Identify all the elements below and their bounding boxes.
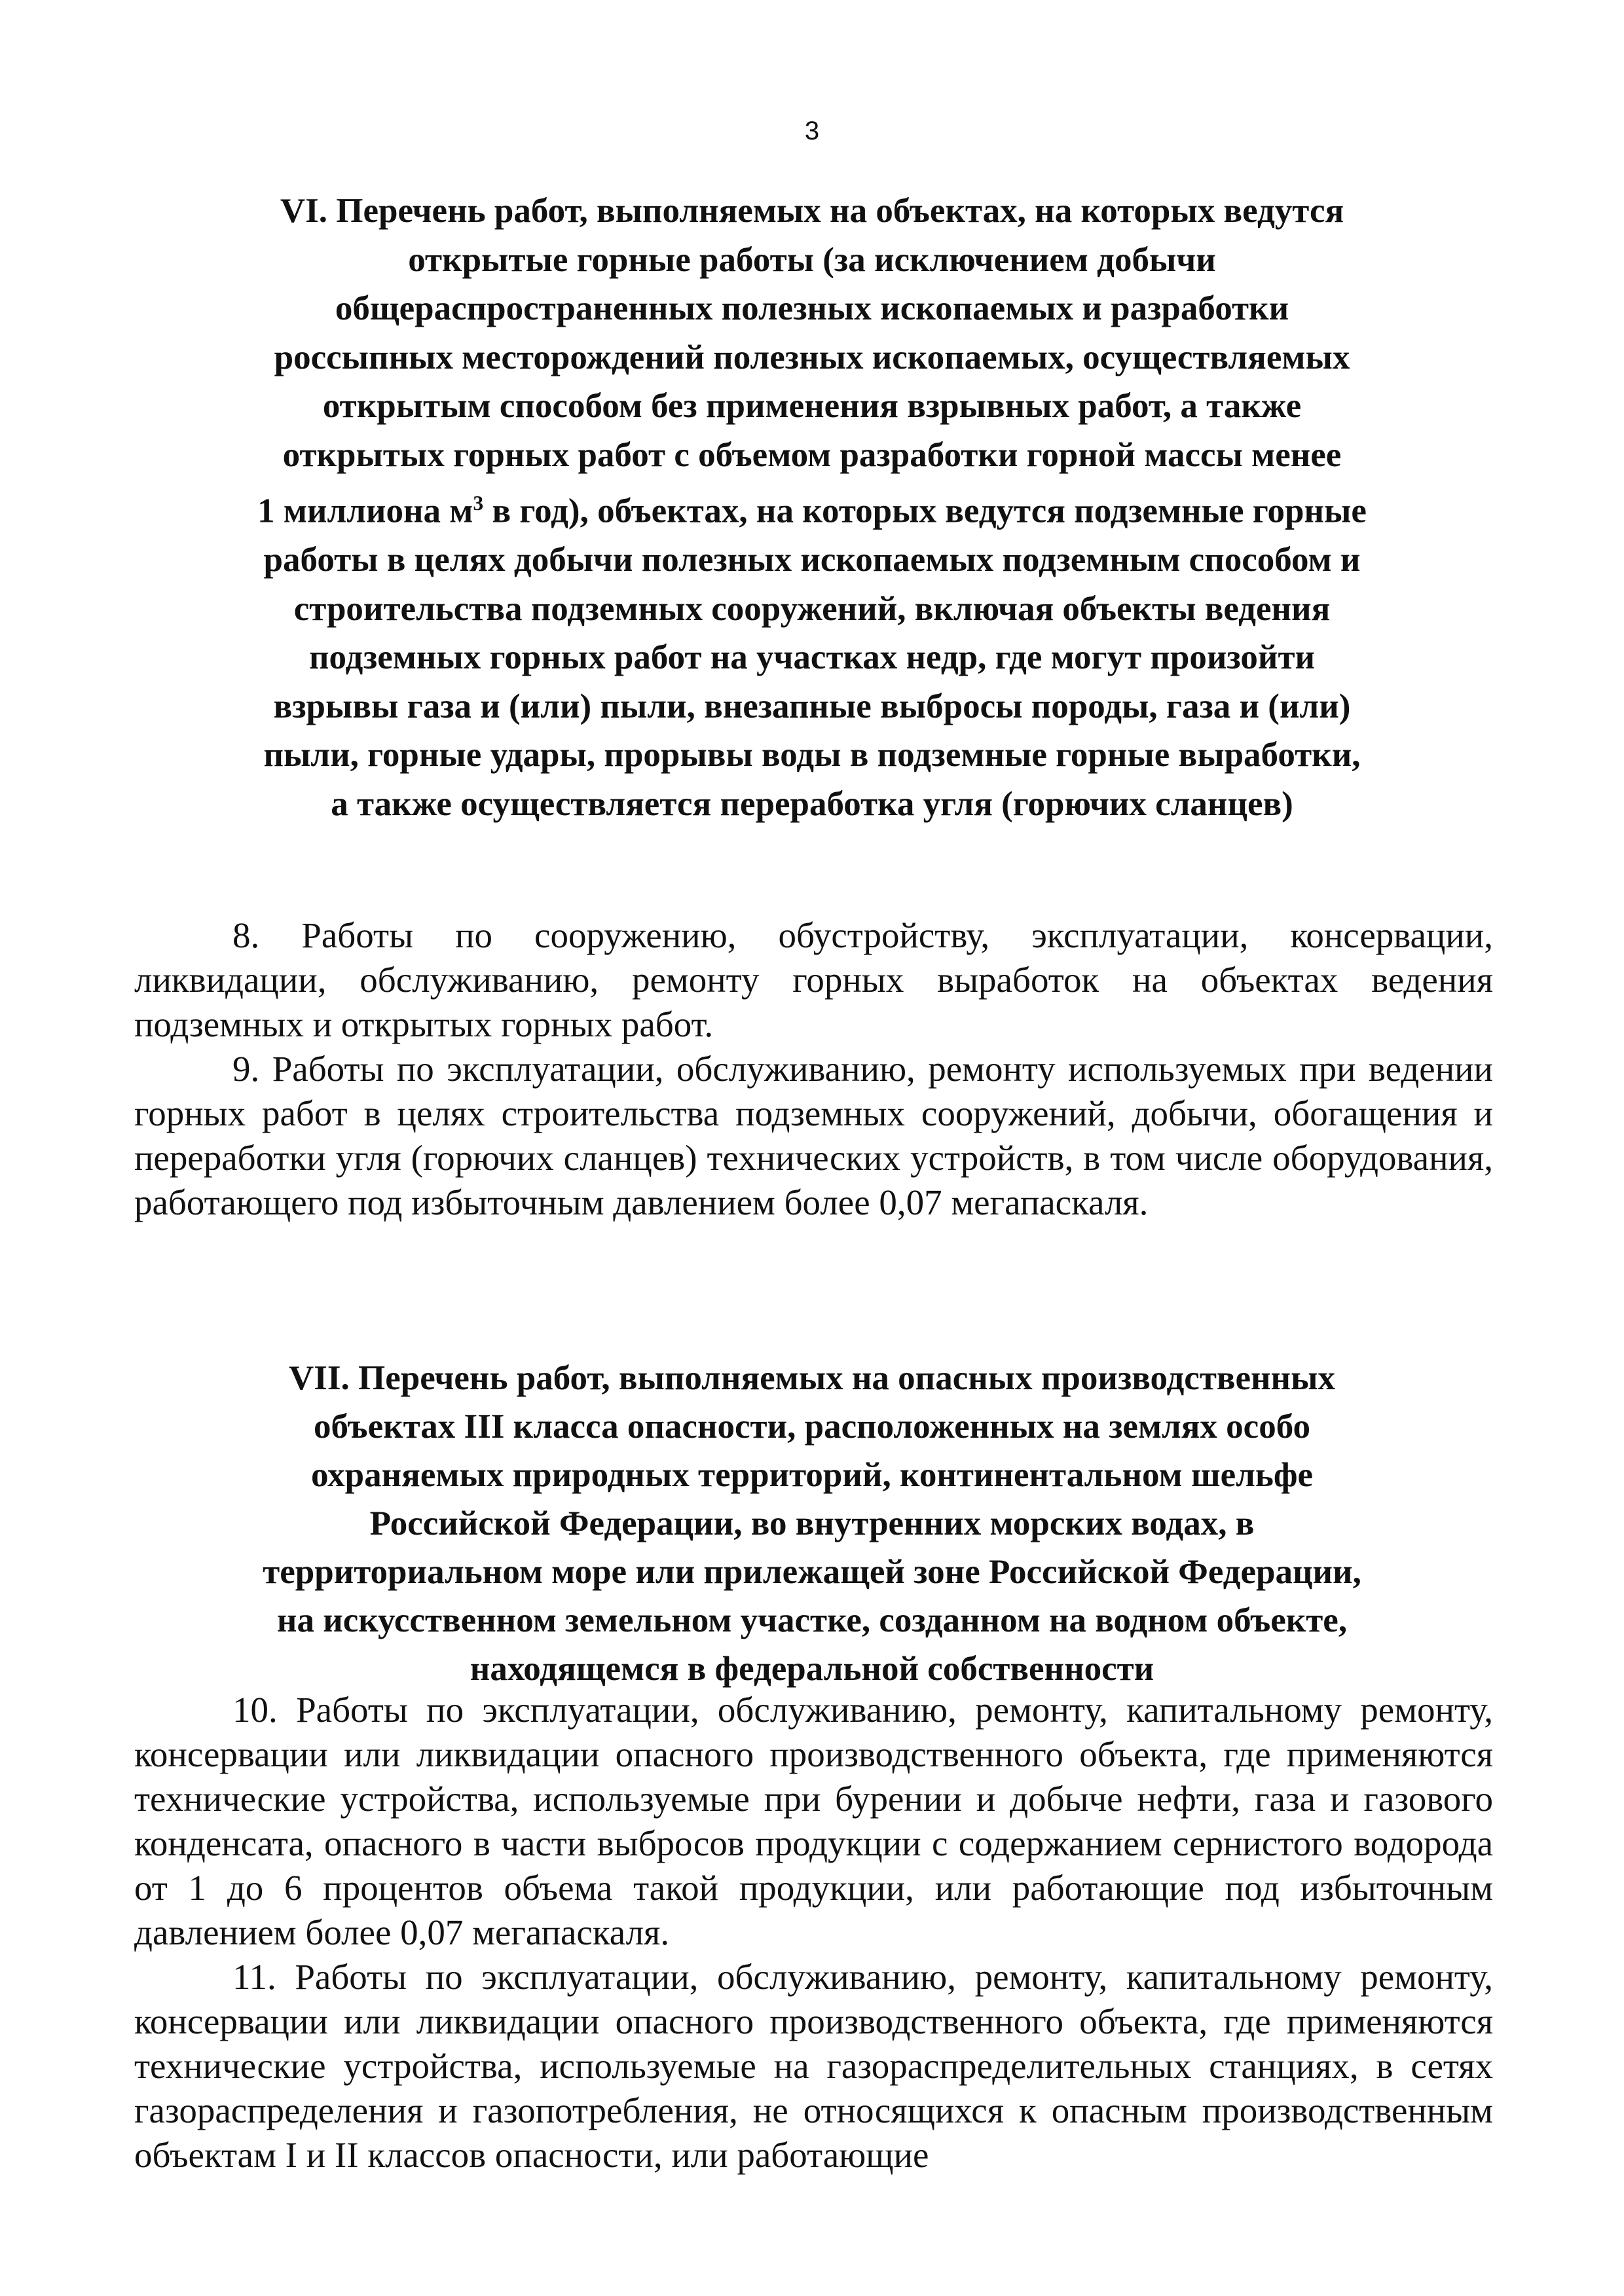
- section-7-title-line: находящемся в федеральной собственности: [470, 1650, 1154, 1688]
- section-7-title-line: VII. Перечень работ, выполняемых на опасных производственных: [289, 1359, 1335, 1397]
- title-text: в год), объектах, на которых ведутся подземные горные: [483, 492, 1367, 530]
- section-6-title: [170, 187, 1454, 828]
- section-6-title-line: открытым способом без применения взрывных работ, а также: [322, 387, 1302, 425]
- paragraph-9: 9. Работы по эксплуатации, обслуживанию, ремонту используемых при ведении горных работ в целях строительства подземных сооружений, добычи, обогащения и переработки угля (горючих сланцев) технических устройств, в том числе оборудования, работающего под избыточным давлением более 0,07 мегапаскаля.: [134, 1049, 1493, 1222]
- section-6-title-line: [170, 479, 1454, 536]
- page-number: 3: [804, 117, 820, 145]
- superscript: 3: [473, 492, 484, 515]
- section-6-title-line: россыпных месторождений полезных ископаемых, осуществляемых: [274, 338, 1350, 376]
- section-7-title-line: охраняемых природных территорий, континентальном шельфе: [310, 1456, 1314, 1494]
- section-6-title-line: а также осуществляется переработка угля (горючих сланцев): [331, 784, 1293, 823]
- section-6-title-line: работы в целях добычи полезных ископаемых подземным способом и: [263, 541, 1361, 579]
- section-6-title-line: открытых горных работ с объемом разработки горной массы менее: [282, 435, 1342, 474]
- section-7-title-line: объектах III класса опасности, расположенных на землях особо: [313, 1408, 1311, 1446]
- section-6-title-line: общераспространенных полезных ископаемых и разработки: [335, 289, 1289, 327]
- paragraph-11: 11. Работы по эксплуатации, обслуживанию, ремонту, капитальному ремонту, консервации или ликвидации опасного производственного объекта, где применяются технические устройства, используемые на газораспределительных станциях, в сетях газораспределения и газопотребления, не относящихся к опасным производственным объектам I и II классов опасности, или работающие: [134, 1957, 1493, 2175]
- section-6-title-line: строительства подземных сооружений, включая объекты ведения: [293, 589, 1331, 628]
- title-text: 1 миллиона м: [257, 492, 473, 530]
- section-6-title-line: взрывы газа и (или) пыли, внезапные выбросы породы, газа и (или): [273, 687, 1351, 725]
- section-6-title-line: VI. Перечень работ, выполняемых на объектах, на которых ведутся: [280, 192, 1344, 230]
- section-7-title-line: на искусственном земельном участке, созданном на водном объекте,: [276, 1601, 1348, 1639]
- section-6-body: [134, 913, 1493, 1225]
- section-6-title-line: подземных горных работ на участках недр, где могут произойти: [308, 638, 1316, 677]
- section-6-title-line: пыли, горные удары, прорывы воды в подземные горные выработки,: [263, 736, 1361, 774]
- section-7-title: [170, 1354, 1454, 1693]
- paragraph-8: 8. Работы по сооружению, обустройству, эксплуатации, консервации, ликвидации, обслуживанию, ремонту горных выработок на объектах ведения подземных и открытых горных работ.: [134, 915, 1493, 1044]
- section-7-title-line: Российской Федерации, во внутренних морских водах, в: [369, 1504, 1255, 1542]
- paragraph-10: 10. Работы по эксплуатации, обслуживанию, ремонту, капитальному ремонту, консервации или ликвидации опасного производственного объекта, где применяются технические устройства, используемые при бурении и добыче нефти, газа и газового конденсата, опасного в части выбросов продукции с содержанием сернистого водорода от 1 до 6 процентов объема такой продукции, или работающие под избыточным давлением более 0,07 мегапаскаля.: [134, 1690, 1493, 1952]
- section-7-body: [134, 1688, 1493, 2178]
- section-7-title-line: территориальном море или прилежащей зоне Российской Федерации,: [263, 1553, 1361, 1591]
- section-6-title-line: открытые горные работы (за исключением добычи: [408, 240, 1216, 279]
